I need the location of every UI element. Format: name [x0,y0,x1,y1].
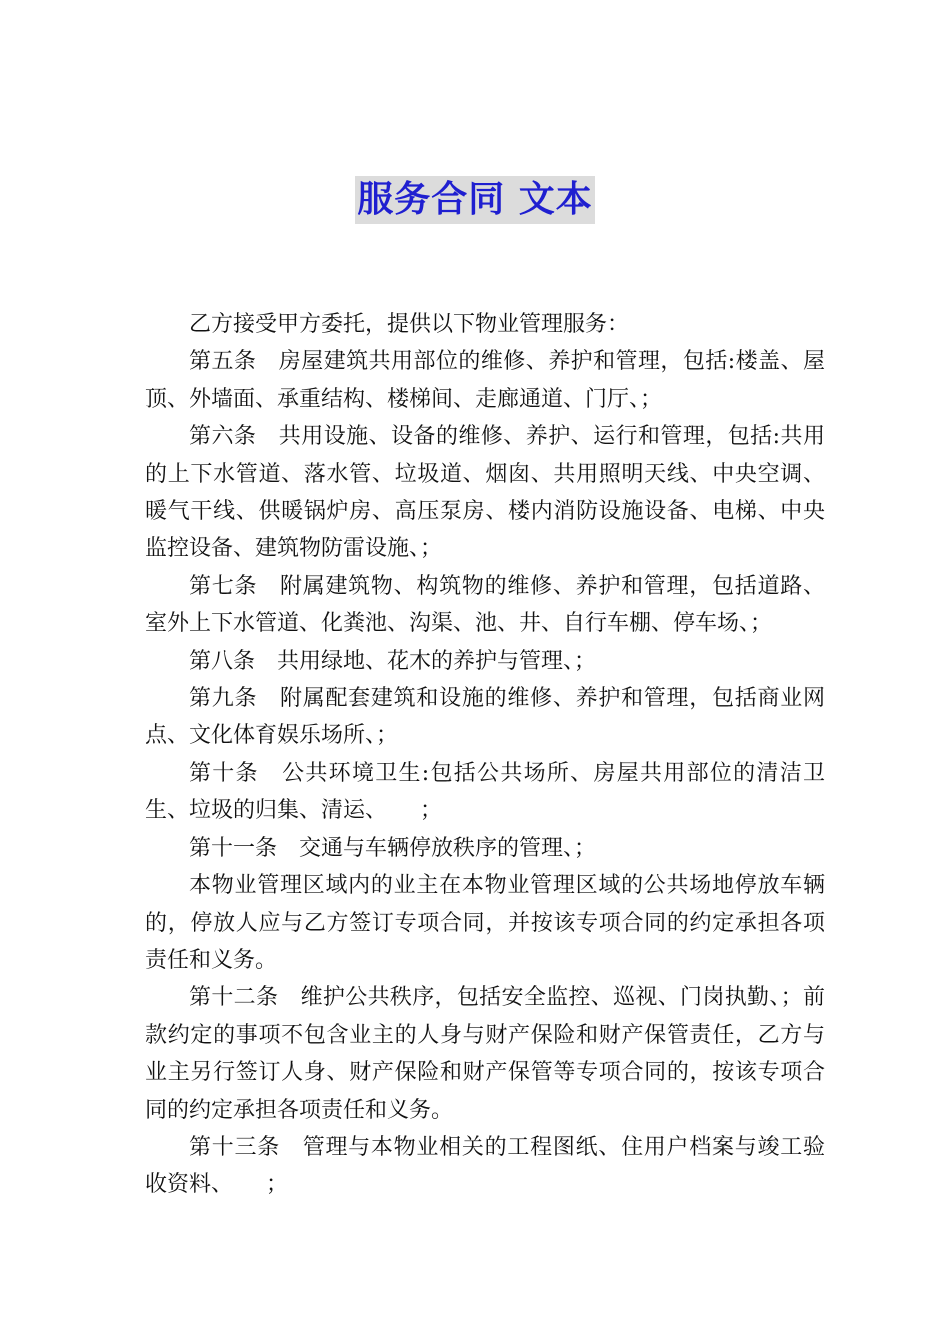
document-title: 服务合同 文本 [355,176,595,224]
paragraph-article-13: 第十三条 管理与本物业相关的工程图纸、住用户档案与竣工验收资料、 ； [145,1134,825,1198]
paragraph-intro: 乙方接受甲方委托，提供以下物业管理服务： [189,312,630,337]
title-container [0,176,950,224]
paragraph-article-11: 第十一条 交通与车辆停放秩序的管理、； [189,835,597,861]
paragraph-article-5: 第五条 房屋建筑共用部位的维修、养护和管理，包括:楼盖、屋顶、外墙面、承重结构、楼梯间、走廊通道、门厅、； [145,349,825,412]
paragraph-article-9: 第九条 附属配套建筑和设施的维修、养护和管理，包括商业网点、文化体育娱乐场所、； [145,686,825,749]
document-body [145,306,825,1204]
paragraph-article-10: 第十条 公共环境卫生:包括公共场所、房屋共用部位的清洁卫生、垃圾的归集、清运、 ； [145,760,825,824]
paragraph-article-8: 第八条 共用绿地、花木的养护与管理、； [189,648,597,674]
paragraph-article-6: 第六条 共用设施、设备的维修、养护、运行和管理，包括:共用的上下水管道、落水管、垃圾道、烟囱、共用照明天线、中央空调、暖气干线、供暖锅炉房、高压泵房、楼内消防设施设备、电梯、中央监控设备、建筑物防雷设施、； [145,424,825,562]
paragraph-article-7: 第七条 附属建筑物、构筑物的维修、养护和管理，包括道路、室外上下水管道、化粪池、沟渠、池、井、自行车棚、停车场、； [145,573,825,637]
paragraph-article-12: 第十二条 维护公共秩序，包括安全监控、巡视、门岗执勤、；前款约定的事项不包含业主的人身与财产保险和财产保管责任，乙方与业主另行签订人身、财产保险和财产保管等专项合同的，按该专项合同的约定承担各项责任和义务。 [145,985,825,1123]
paragraph-parking: 本物业管理区域内的业主在本物业管理区域的公共场地停放车辆的，停放人应与乙方签订专项合同，并按该专项合同的约定承担各项责任和义务。 [145,873,825,973]
